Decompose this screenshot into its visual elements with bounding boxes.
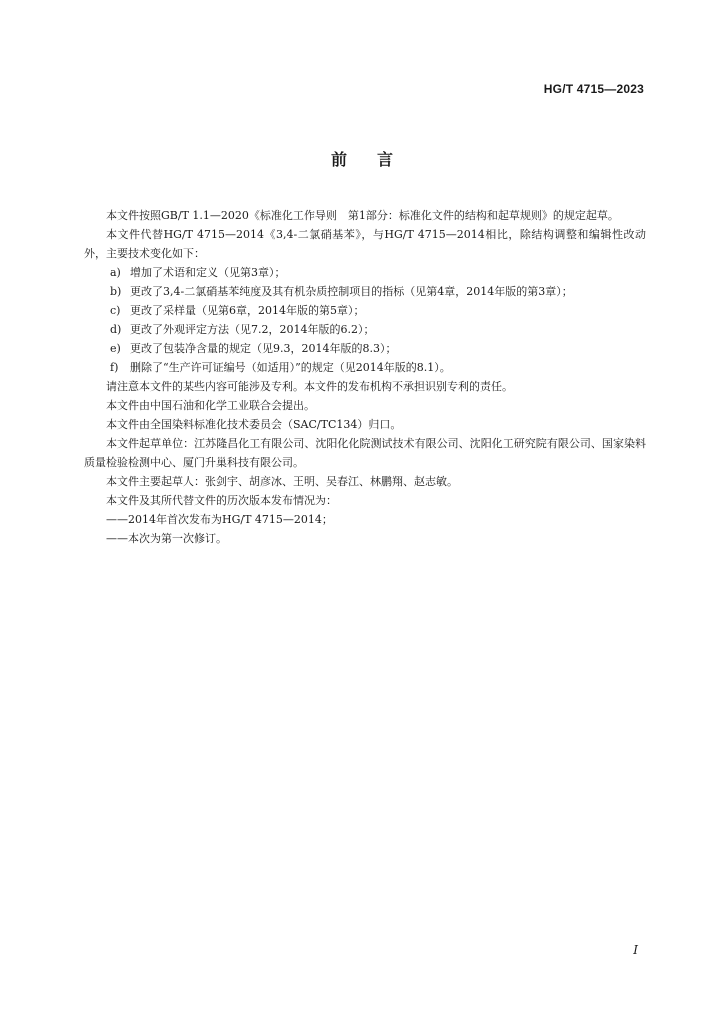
list-marker: c) <box>110 304 121 317</box>
list-marker: f) <box>110 361 119 374</box>
paragraph-drafting-units: 本文件起草单位：江苏隆昌化工有限公司、沈阳化化院测试技术有限公司、沈阳化工研究院有限公司、国家染料质量检验检测中心、厦门升巢科技有限公司。 <box>84 437 646 469</box>
document-id: HG/T 4715—2023 <box>543 82 644 96</box>
page-number: I <box>633 943 638 957</box>
paragraph-committee: 本文件由全国染料标准化技术委员会（SAC/TC134）归口。 <box>106 418 402 431</box>
list-marker: b) <box>110 285 122 298</box>
paragraph-drafting-rules: 本文件按照GB/T 1.1—2020《标准化工作导则 第1部分：标准化文件的结构和起草规则》的规定起草。 <box>106 209 619 222</box>
list-item-text: 更改了采样量（见第6章，2014年版的第5章）； <box>130 304 365 317</box>
paragraph-drafters: 本文件主要起草人：张剑宇、胡彦冰、王明、吴春江、林鹏翔、赵志敏。 <box>106 475 458 488</box>
paragraph-patent-notice: 请注意本文件的某些内容可能涉及专利。本文件的发布机构不承担识别专利的责任。 <box>106 380 513 393</box>
history-item: ——2014年首次发布为HG/T 4715—2014； <box>106 513 333 526</box>
page-title: 前言 <box>330 150 423 169</box>
list-item <box>84 339 646 358</box>
list-marker: e) <box>110 342 121 355</box>
list-marker: d) <box>110 323 122 336</box>
changes-list <box>84 263 646 377</box>
list-item-text: 更改了外观评定方法（见7.2，2014年版的6.2）； <box>130 323 375 336</box>
foreword-body <box>84 206 646 548</box>
paragraph-proposer: 本文件由中国石油和化学工业联合会提出。 <box>106 399 315 412</box>
list-item <box>84 263 646 282</box>
history-item: ——本次为第一次修订。 <box>106 532 227 545</box>
paragraph-version-history: 本文件及其所代替文件的历次版本发布情况为： <box>106 494 337 507</box>
list-item <box>84 320 646 339</box>
list-item <box>84 301 646 320</box>
list-item-text: 增加了术语和定义（见第3章）； <box>130 266 286 279</box>
list-item <box>84 282 646 301</box>
list-marker: a) <box>110 266 121 279</box>
list-item-text: 更改了3,4-二氯硝基苯纯度及其有机杂质控制项目的指标（见第4章，2014年版的第3章）； <box>130 285 573 298</box>
list-item <box>84 358 646 377</box>
list-item-text: 删除了“生产许可证编号（如适用）”的规定（见2014年版的8.1）。 <box>130 361 451 374</box>
list-item-text: 更改了包装净含量的规定（见9.3，2014年版的8.3）； <box>130 342 397 355</box>
paragraph-replacement: 本文件代替HG/T 4715—2014《3,4-二氯硝基苯》，与HG/T 4715—2014相比，除结构调整和编辑性改动外，主要技术变化如下： <box>84 228 646 260</box>
